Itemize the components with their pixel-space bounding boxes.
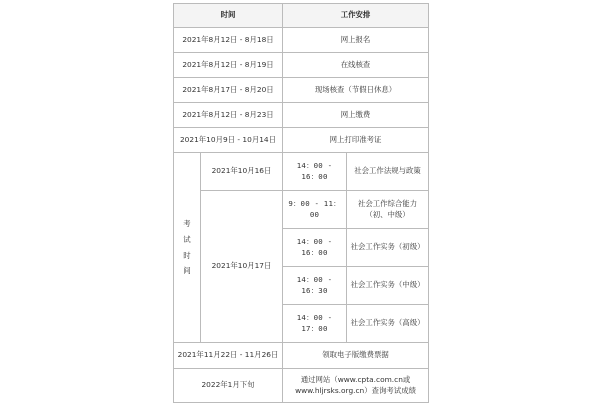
row-task: 网上报名 [283, 28, 429, 53]
session-subject: 社会工作综合能力（初、中级） [347, 191, 429, 229]
row-date: 2022年1月下旬 [174, 369, 283, 403]
exam-time-label-text: 考试时间 [183, 219, 191, 276]
exam-day-1: 2021年10月16日 [201, 153, 283, 191]
row-date: 2021年8月12日 - 8月23日 [174, 103, 283, 128]
session-subject: 社会工作实务（初级） [347, 229, 429, 267]
row-date: 2021年11月22日 - 11月26日 [174, 343, 283, 369]
table-row [174, 28, 429, 53]
row-date: 2021年8月12日 - 8月19日 [174, 53, 283, 78]
session-subject: 社会工作法规与政策 [347, 153, 429, 191]
exam-session-row [174, 191, 429, 229]
row-date: 2021年10月9日 - 10月14日 [174, 128, 283, 153]
table-header-row [174, 4, 429, 28]
header-work-arrangement: 工作安排 [283, 4, 429, 28]
exam-day-2: 2021年10月17日 [201, 191, 283, 343]
session-time: 9：00 - 11：00 [283, 191, 347, 229]
session-time: 14：00 - 16：30 [283, 267, 347, 305]
table-row [174, 78, 429, 103]
table-row [174, 343, 429, 369]
row-task: 领取电子版缴费票据 [283, 343, 429, 369]
session-time: 14：00 - 17：00 [283, 305, 347, 343]
table-row [174, 103, 429, 128]
table-row [174, 53, 429, 78]
header-time: 时间 [174, 4, 283, 28]
exam-time-label [174, 153, 201, 343]
exam-session-row [174, 153, 429, 191]
row-date: 2021年8月17日 - 8月20日 [174, 78, 283, 103]
row-task: 网上缴费 [283, 103, 429, 128]
row-task: 现场核查（节假日休息） [283, 78, 429, 103]
session-subject: 社会工作实务（中级） [347, 267, 429, 305]
row-task: 通过网站（www.cpta.com.cn或www.hljrsks.org.cn）查询考试成绩 [283, 369, 429, 403]
session-subject: 社会工作实务（高级） [347, 305, 429, 343]
table-row [174, 369, 429, 403]
row-task: 在线核查 [283, 53, 429, 78]
session-time: 14：00 - 16：00 [283, 229, 347, 267]
exam-schedule-table [173, 3, 429, 403]
row-date: 2021年8月12日 - 8月18日 [174, 28, 283, 53]
row-task: 网上打印准考证 [283, 128, 429, 153]
session-time: 14：00 - 16：00 [283, 153, 347, 191]
table-row [174, 128, 429, 153]
